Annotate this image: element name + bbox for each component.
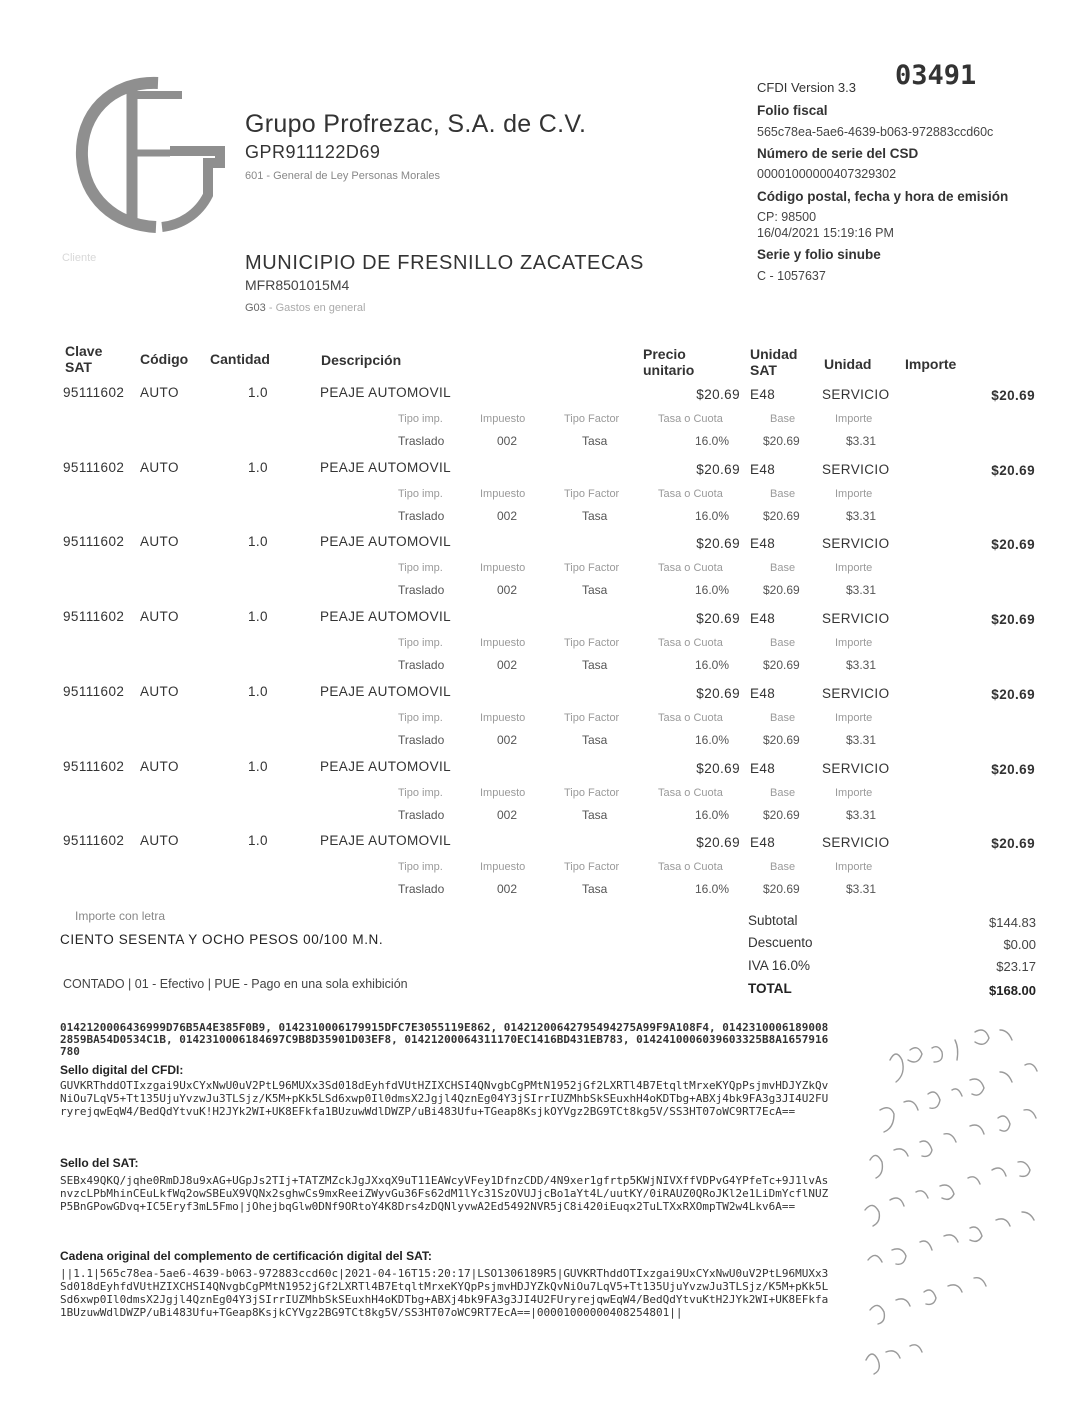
cell-descripcion: PEAJE AUTOMOVIL — [320, 833, 452, 848]
cell-unidad-sat: E48 — [750, 761, 776, 776]
tax-tasa: 16.0% — [695, 808, 730, 822]
sello-sat-label: Sello del SAT: — [60, 1156, 139, 1170]
header-cantidad: Cantidad — [210, 351, 270, 367]
tax-header-base: Base — [770, 787, 796, 799]
csd-value: 00001000000407329302 — [757, 167, 897, 181]
cell-clave-sat: 95111602 — [63, 833, 125, 848]
cfdi-use-code: G03 — [245, 302, 266, 314]
tax-header-importe: Importe — [835, 637, 873, 649]
tax-header-tipo: Tipo imp. — [398, 712, 443, 724]
subtotal-value: $144.83 — [989, 915, 1036, 930]
tax-header-impuesto: Impuesto — [480, 637, 526, 649]
tax-tasa: 16.0% — [695, 583, 730, 597]
cfdi-use-desc: - Gastos en general — [268, 302, 366, 314]
cell-codigo: AUTO — [140, 759, 179, 774]
tax-impuesto: 002 — [497, 583, 518, 597]
cell-importe: $20.69 — [991, 612, 1035, 627]
cell-importe: $20.69 — [991, 762, 1035, 777]
tax-impuesto: 002 — [497, 509, 518, 523]
tax-importe: $3.31 — [846, 509, 877, 523]
cell-precio-unitario: $20.69 — [696, 462, 740, 477]
tax-factor: Tasa — [582, 882, 608, 896]
cell-codigo: AUTO — [140, 684, 179, 699]
tax-importe: $3.31 — [846, 882, 877, 896]
tax-header-factor: Tipo Factor — [564, 637, 620, 649]
emission-datetime: 16/04/2021 15:19:16 PM — [757, 226, 894, 240]
header-codigo: Código — [140, 351, 189, 367]
cell-clave-sat: 95111602 — [63, 759, 125, 774]
cell-clave-sat: 95111602 — [63, 385, 125, 400]
tax-header-base: Base — [770, 562, 796, 574]
tax-base: $20.69 — [763, 733, 800, 747]
tax-importe: $3.31 — [846, 733, 877, 747]
tax-header-factor: Tipo Factor — [564, 488, 620, 500]
amount-letter-label: Importe con letra — [75, 909, 166, 923]
cell-precio-unitario: $20.69 — [696, 387, 740, 402]
emission-label: Código postal, fecha y hora de emisión — [757, 189, 1009, 204]
descuento-label: Descuento — [748, 935, 813, 950]
cell-codigo: AUTO — [140, 609, 179, 624]
cell-unidad: SERVICIO — [822, 536, 890, 551]
tax-header-base: Base — [770, 861, 796, 873]
tax-tipo: Traslado — [398, 808, 445, 822]
tax-tipo: Traslado — [398, 509, 445, 523]
cell-unidad: SERVICIO — [822, 611, 890, 626]
cell-unidad-sat: E48 — [750, 835, 776, 850]
receiver-name: MUNICIPIO DE FRESNILLO ZACATECAS — [245, 252, 644, 274]
tax-header-tasa: Tasa o Cuota — [658, 488, 723, 500]
cell-codigo: AUTO — [140, 460, 179, 475]
sello-sat-value: SEBx49QKQ/jqhe0RmDJ8u9xAG+UGpJs2TIj+TATZMZckJgJXxqX9uT11EAWcyVFey1DfnzCDD/4N9xer1gfrtp5KWjNIVXffVDPvG4YPfeTc+9J1lvAsnvzcLPbMhinCEuLkfWq2owSBEuX9VQNx2sghwCs9mxReeiZWyvGu36Fs62dM1lYc31SzOVUJjcBo1aYt4L/uutKY/0iRAUZ0QRoJKl2e1LiDmYcflNUZP5BnGPowGDvq+IC5Eryf3mL5Fmo|jOhejbqGlw0DNf9ORtoY4K8Drs4zDQNlyvwA2Ed5492NVR5jC8i420iEuqx2TuLTXxRXOmpTW2w4Lkv6A== — [60, 1174, 829, 1213]
cell-codigo: AUTO — [140, 534, 179, 549]
total-label: TOTAL — [748, 981, 792, 996]
tax-factor: Tasa — [582, 509, 608, 523]
tax-factor: Tasa — [582, 733, 608, 747]
receiver-ghost-label: Cliente — [62, 252, 97, 264]
tax-header-base: Base — [770, 488, 796, 500]
descuento-value: $0.00 — [1003, 937, 1036, 952]
handwritten-note — [840, 1010, 1080, 1380]
iva-label: IVA 16.0% — [748, 958, 811, 973]
tax-header-importe: Importe — [835, 712, 873, 724]
cell-importe: $20.69 — [991, 537, 1035, 552]
amount-letter: CIENTO SESENTA Y OCHO PESOS 00/100 M.N. — [60, 932, 384, 947]
serie-value: C - 1057637 — [757, 269, 826, 283]
tax-header-base: Base — [770, 413, 796, 425]
tax-header-factor: Tipo Factor — [564, 787, 620, 799]
cell-cantidad: 1.0 — [248, 385, 268, 400]
tax-header-importe: Importe — [835, 488, 873, 500]
receiver-cfdi-use — [245, 302, 365, 314]
issuer-name: Grupo Profrezac, S.A. de C.V. — [245, 110, 587, 138]
iva-value: $23.17 — [996, 959, 1036, 974]
cell-descripcion: PEAJE AUTOMOVIL — [320, 684, 452, 699]
tax-header-importe: Importe — [835, 562, 873, 574]
tax-header-importe: Importe — [835, 413, 873, 425]
tax-header-tipo: Tipo imp. — [398, 861, 443, 873]
tax-impuesto: 002 — [497, 882, 518, 896]
header-unidad-sat: Unidad SAT — [750, 346, 798, 378]
cell-unidad: SERVICIO — [822, 686, 890, 701]
tax-base: $20.69 — [763, 509, 800, 523]
cell-unidad: SERVICIO — [822, 835, 890, 850]
cell-clave-sat: 95111602 — [63, 609, 125, 624]
cell-unidad-sat: E48 — [750, 536, 776, 551]
cell-unidad: SERVICIO — [822, 387, 890, 402]
tax-factor: Tasa — [582, 808, 608, 822]
tax-header-impuesto: Impuesto — [480, 787, 526, 799]
cell-descripcion: PEAJE AUTOMOVIL — [320, 385, 452, 400]
related-uuids: 0142120006436999D76B5A4E385F0B9, 0142310006179915DFC7E3055119E862, 01421200642795494275A99F9A108F4, 01423100061890082859BA54D0534C1B, 0142310006184697C9B8D35901D03EF8, 01421200064311170EC1416BD431EB783, 0142410006039603325B8A1657916780 — [60, 1021, 829, 1058]
gf-monogram-logo — [70, 75, 225, 235]
cell-descripcion: PEAJE AUTOMOVIL — [320, 759, 452, 774]
tax-importe: $3.31 — [846, 583, 877, 597]
tax-header-tipo: Tipo imp. — [398, 488, 443, 500]
tax-header-factor: Tipo Factor — [564, 712, 620, 724]
tax-factor: Tasa — [582, 658, 608, 672]
cell-importe: $20.69 — [991, 463, 1035, 478]
cell-clave-sat: 95111602 — [63, 534, 125, 549]
tax-header-factor: Tipo Factor — [564, 413, 620, 425]
cell-cantidad: 1.0 — [248, 684, 268, 699]
tax-header-tipo: Tipo imp. — [398, 413, 443, 425]
cell-unidad: SERVICIO — [822, 761, 890, 776]
tax-importe: $3.31 — [846, 658, 877, 672]
tax-header-base: Base — [770, 712, 796, 724]
tax-header-factor: Tipo Factor — [564, 562, 620, 574]
tax-tipo: Traslado — [398, 882, 445, 896]
header-unidad: Unidad — [824, 356, 872, 372]
cell-clave-sat: 95111602 — [63, 460, 125, 475]
cell-cantidad: 1.0 — [248, 759, 268, 774]
tax-header-impuesto: Impuesto — [480, 712, 526, 724]
tax-impuesto: 002 — [497, 808, 518, 822]
cell-codigo: AUTO — [140, 385, 179, 400]
cell-importe: $20.69 — [991, 687, 1035, 702]
tax-importe: $3.31 — [846, 434, 877, 448]
tax-header-tasa: Tasa o Cuota — [658, 787, 723, 799]
cell-descripcion: PEAJE AUTOMOVIL — [320, 609, 452, 624]
receiver-rfc: MFR8501015M4 — [245, 277, 350, 293]
header-precio-unitario: Precio unitario — [643, 346, 695, 378]
cell-clave-sat: 95111602 — [63, 684, 125, 699]
total-value: $168.00 — [989, 983, 1036, 998]
cadena-label: Cadena original del complemento de certificación digital del SAT: — [60, 1249, 432, 1263]
payment-method: CONTADO | 01 - Efectivo | PUE - Pago en una sola exhibición — [63, 977, 408, 991]
cfdi-version: CFDI Version 3.3 — [757, 80, 856, 95]
cell-cantidad: 1.0 — [248, 833, 268, 848]
tax-tasa: 16.0% — [695, 434, 730, 448]
folio-fiscal-label: Folio fiscal — [757, 103, 828, 118]
cell-precio-unitario: $20.69 — [696, 686, 740, 701]
cell-cantidad: 1.0 — [248, 534, 268, 549]
tax-impuesto: 002 — [497, 733, 518, 747]
tax-importe: $3.31 — [846, 808, 877, 822]
cell-unidad: SERVICIO — [822, 462, 890, 477]
subtotal-label: Subtotal — [748, 913, 798, 928]
cell-unidad-sat: E48 — [750, 387, 776, 402]
tax-header-tipo: Tipo imp. — [398, 637, 443, 649]
cell-precio-unitario: $20.69 — [696, 835, 740, 850]
csd-label: Número de serie del CSD — [757, 146, 919, 161]
tax-factor: Tasa — [582, 434, 608, 448]
tax-base: $20.69 — [763, 808, 800, 822]
serie-label: Serie y folio sinube — [757, 247, 881, 262]
header-importe: Importe — [905, 356, 957, 372]
issuer-tax-regime: 601 - General de Ley Personas Morales — [245, 170, 441, 182]
tax-header-factor: Tipo Factor — [564, 861, 620, 873]
tax-header-importe: Importe — [835, 787, 873, 799]
cell-importe: $20.69 — [991, 388, 1035, 403]
tax-tipo: Traslado — [398, 733, 445, 747]
cell-codigo: AUTO — [140, 833, 179, 848]
tax-header-base: Base — [770, 637, 796, 649]
postal-code: CP: 98500 — [757, 210, 817, 224]
tax-impuesto: 002 — [497, 434, 518, 448]
tax-header-importe: Importe — [835, 861, 873, 873]
tax-header-impuesto: Impuesto — [480, 861, 526, 873]
tax-base: $20.69 — [763, 583, 800, 597]
cell-precio-unitario: $20.69 — [696, 536, 740, 551]
cell-cantidad: 1.0 — [248, 609, 268, 624]
tax-header-impuesto: Impuesto — [480, 413, 526, 425]
cell-unidad-sat: E48 — [750, 611, 776, 626]
cell-precio-unitario: $20.69 — [696, 611, 740, 626]
tax-tasa: 16.0% — [695, 509, 730, 523]
tax-header-impuesto: Impuesto — [480, 562, 526, 574]
tax-header-tasa: Tasa o Cuota — [658, 637, 723, 649]
tax-tasa: 16.0% — [695, 658, 730, 672]
cell-cantidad: 1.0 — [248, 460, 268, 475]
tax-tasa: 16.0% — [695, 733, 730, 747]
header-clave-sat: Clave SAT — [65, 343, 103, 375]
cell-descripcion: PEAJE AUTOMOVIL — [320, 534, 452, 549]
tax-factor: Tasa — [582, 583, 608, 597]
tax-header-tasa: Tasa o Cuota — [658, 413, 723, 425]
tax-header-impuesto: Impuesto — [480, 488, 526, 500]
folio-fiscal-value: 565c78ea-5ae6-4639-b063-972883ccd60c — [757, 125, 994, 139]
cell-unidad-sat: E48 — [750, 686, 776, 701]
tax-header-tipo: Tipo imp. — [398, 562, 443, 574]
issuer-rfc: GPR911122D69 — [245, 142, 381, 162]
tax-header-tasa: Tasa o Cuota — [658, 861, 723, 873]
cell-precio-unitario: $20.69 — [696, 761, 740, 776]
tax-header-tasa: Tasa o Cuota — [658, 712, 723, 724]
cadena-value: ||1.1|565c78ea-5ae6-4639-b063-972883ccd60c|2021-04-16T15:20:17|LSO1306189R5|GUVKRThddOTIxzgai9UxCYxNwU0uV2PtL96MUXx3Sd018dEyhfdVUtHZIXCHSI4QNvgbCgPMtN1952jGf2LXRTl4B7EtqltMrxeKYQpPsjmvHDJYZkQvNiOu7LqV5+Tt135UjuYvzwJu3TLSjz/K5M+pKk5LSd6xwp0Il0dmsX2Jgjl4QznEg04Y3jSIrrIUZMhbSkSEuxhH4oKDTbg+ABXj4bk9FA3g3JI4U2FUryrejqwEqW4/BedQdYtvuKtH2JYk2WI+UK8EFkfa1BUzuwWdlDWZP/uBi483Ufu+TGeap8KsjkCYVgz2BG9TCt8kg5V/SS3HT07oWC9RT7EcA==|00001000000408254801|| — [60, 1267, 829, 1319]
tax-impuesto: 002 — [497, 658, 518, 672]
tax-header-tipo: Tipo imp. — [398, 787, 443, 799]
tax-tipo: Traslado — [398, 658, 445, 672]
sello-cfdi-label: Sello digital del CFDI: — [60, 1063, 184, 1077]
tax-tipo: Traslado — [398, 434, 445, 448]
sello-cfdi-value: GUVKRThddOTIxzgai9UxCYxNwU0uV2PtL96MUXx3Sd018dEyhfdVUtHZIXCHSI4QNvgbCgPMtN1952jGf2LXRTl4B7EtqltMrxeKYQpPsjmvHDJYZkQvNiOu7LqV5+Tt135UjuYvzwJu3TLSjz/K5M+pKk5LSd6xwp0Il0dmsX2Jgjl4QznEg04Y3jSIrrIUZMhbSkSEuxhH4oKDTbg+ABXj4bk9FA3g3JI4U2FUryrejqwEqW4/BedQdYtvuK!H2JYk2WI+UK8EFkfa1BUzuwWdlDWZP/uBi483Ufu+TGeap8KsjkOYVgz2BG9TCt8kg5V/SS3HT07oWC9RT7EcA== — [60, 1079, 829, 1118]
tax-base: $20.69 — [763, 434, 800, 448]
cell-descripcion: PEAJE AUTOMOVIL — [320, 460, 452, 475]
cell-importe: $20.69 — [991, 836, 1035, 851]
stamp-number: 03491 — [895, 60, 977, 91]
cell-unidad-sat: E48 — [750, 462, 776, 477]
tax-header-tasa: Tasa o Cuota — [658, 562, 723, 574]
tax-tipo: Traslado — [398, 583, 445, 597]
tax-base: $20.69 — [763, 658, 800, 672]
tax-tasa: 16.0% — [695, 882, 730, 896]
tax-base: $20.69 — [763, 882, 800, 896]
header-descripcion: Descripción — [321, 352, 402, 368]
